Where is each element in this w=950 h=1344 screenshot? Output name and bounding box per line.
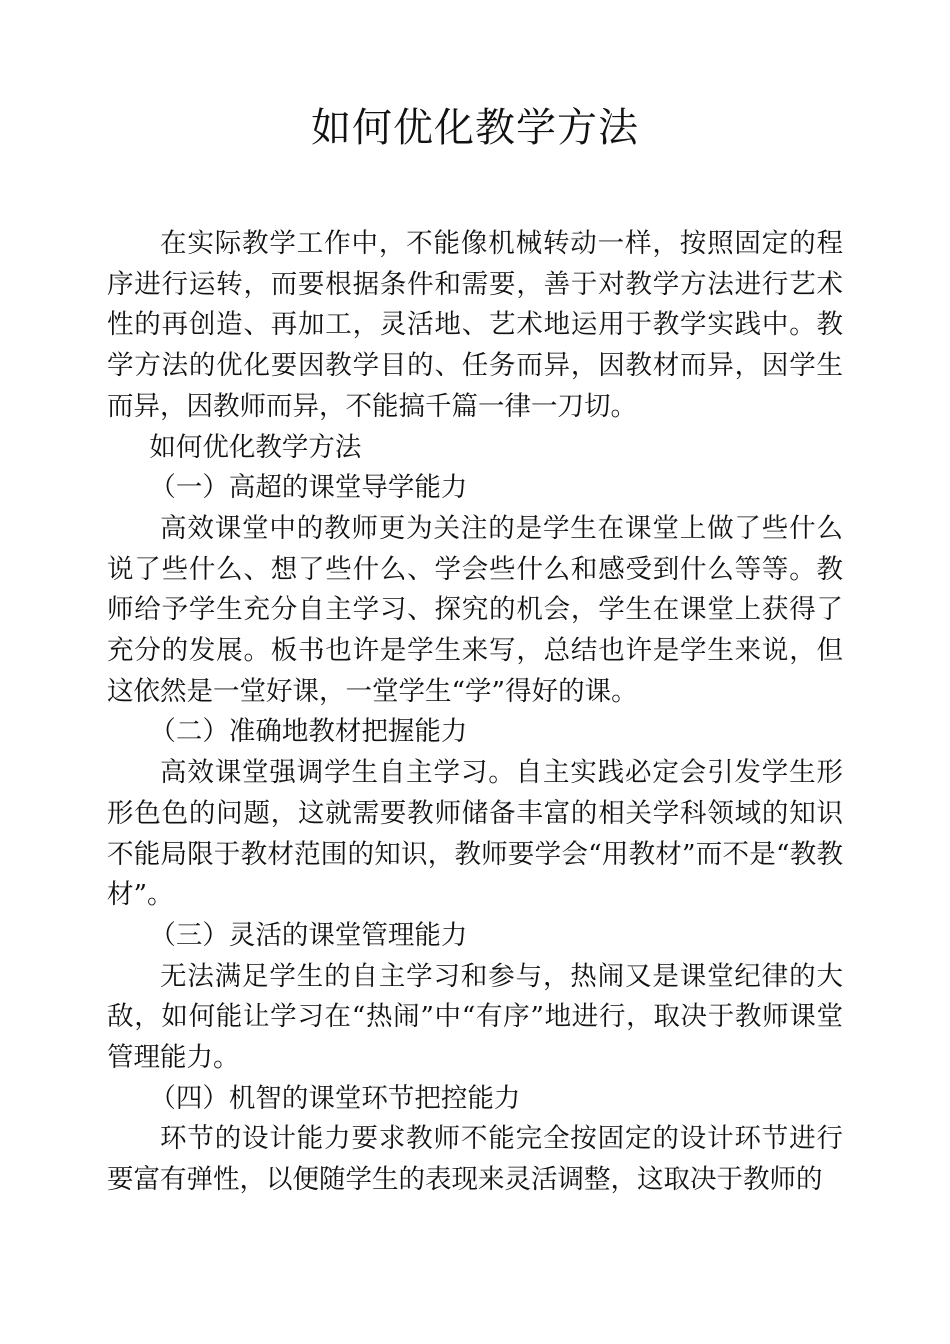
section-heading-1: （一）高超的课堂导学能力 [149,472,468,504]
document-body [107,224,843,1201]
section-heading-main: 如何优化教学方法 [149,431,362,463]
section-heading-3: （三）灵活的课堂管理能力 [149,919,468,951]
section-heading-4: （四）机智的课堂环节把控能力 [149,1082,521,1114]
section-paragraph-1: 高效课堂中的教师更为关注的是学生在课堂上做了些什么说了些什么、想了些什么、学会些什么和感受到什么等等。教师给予学生充分自主学习、探究的机会，学生在课堂上获得了充分的发展。板书也许是学生来写，总结也许是学生来说，但这依然是一堂好课，一堂学生“学”得好的课。 [107,512,843,707]
section-paragraph-2: 高效课堂强调学生自主学习。自主实践必定会引发学生形形色色的问题，这就需要教师储备丰富的相关学科领域的知识不能局限于教材范围的知识，教师要学会“用教材”而不是“教教材”。 [107,757,843,911]
intro-paragraph: 在实际教学工作中，不能像机械转动一样，按照固定的程序进行运转，而要根据条件和需要，善于对教学方法进行艺术性的再创造、再加工，灵活地、艺术地运用于教学实践中。教学方法的优化要因教学目的、任务而异，因教材而异，因学生而异，因教师而异，不能搞千篇一律一刀切。 [107,228,843,422]
section-heading-2: （二）准确地教材把握能力 [149,716,468,748]
section-paragraph-3: 无法满足学生的自主学习和参与，热闹又是课堂纪律的大敌，如何能让学习在“热闹”中“有序”地进行，取决于教师课堂管理能力。 [107,960,843,1074]
section-paragraph-4: 环节的设计能力要求教师不能完全按固定的设计环节进行要富有弹性，以便随学生的表现来灵活调整，这取决于教师的 [107,1123,843,1196]
document-title: 如何优化教学方法 [311,105,639,151]
